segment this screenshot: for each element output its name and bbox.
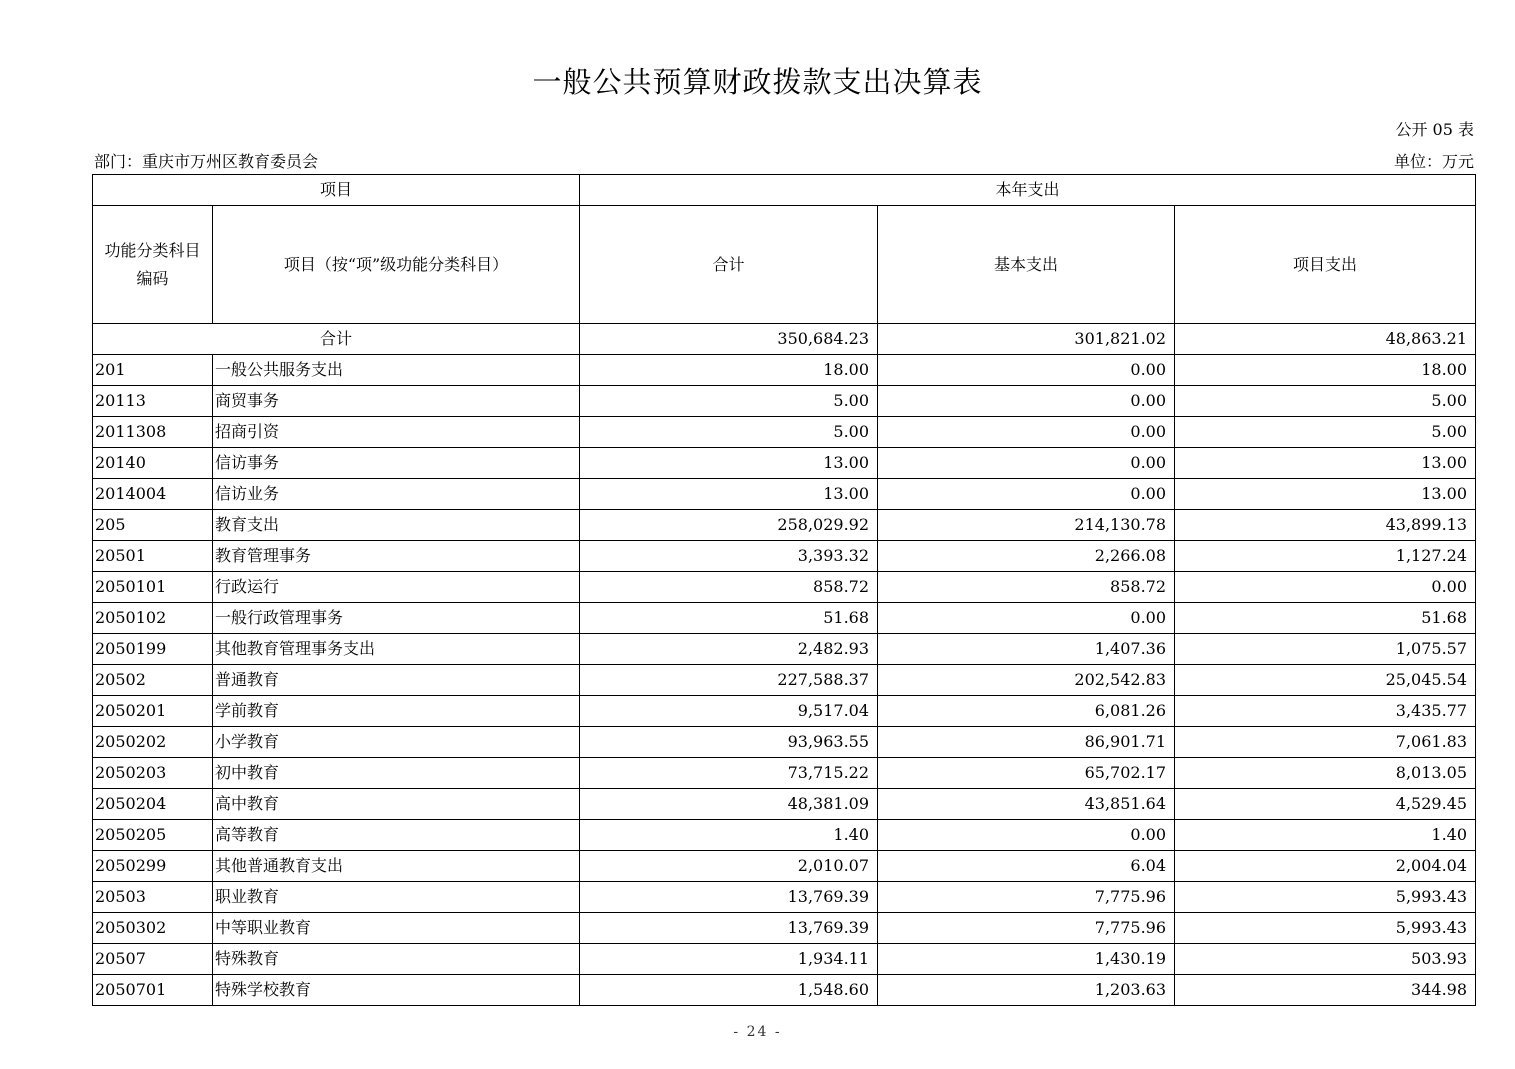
table-row bbox=[93, 696, 1476, 727]
page-number: - 24 - bbox=[733, 1024, 782, 1040]
row-total: 3,393.32 bbox=[580, 541, 878, 572]
row-project: 1,127.24 bbox=[1175, 541, 1476, 572]
row-name: 高中教育 bbox=[213, 789, 580, 820]
row-total: 93,963.55 bbox=[580, 727, 878, 758]
row-code: 2050203 bbox=[93, 758, 213, 789]
row-code: 20113 bbox=[93, 386, 213, 417]
row-name: 教育管理事务 bbox=[213, 541, 580, 572]
row-name: 中等职业教育 bbox=[213, 913, 580, 944]
header-project: 项目支出 bbox=[1175, 206, 1476, 324]
row-project: 2,004.04 bbox=[1175, 851, 1476, 882]
row-name: 特殊学校教育 bbox=[213, 975, 580, 1006]
row-total: 258,029.92 bbox=[580, 510, 878, 541]
row-total: 2,010.07 bbox=[580, 851, 878, 882]
row-total: 227,588.37 bbox=[580, 665, 878, 696]
row-total: 5.00 bbox=[580, 386, 878, 417]
row-total: 13.00 bbox=[580, 479, 878, 510]
table-row bbox=[93, 355, 1476, 386]
row-code: 20502 bbox=[93, 665, 213, 696]
table-row bbox=[93, 727, 1476, 758]
row-code: 2011308 bbox=[93, 417, 213, 448]
row-project: 51.68 bbox=[1175, 603, 1476, 634]
row-basic: 86,901.71 bbox=[878, 727, 1175, 758]
row-code: 201 bbox=[93, 355, 213, 386]
header-item: 项目 bbox=[93, 175, 580, 206]
row-name: 普通教育 bbox=[213, 665, 580, 696]
row-code: 2050299 bbox=[93, 851, 213, 882]
total-label: 合计 bbox=[93, 324, 580, 355]
row-project: 1.40 bbox=[1175, 820, 1476, 851]
table-row bbox=[93, 758, 1476, 789]
header-row-1 bbox=[93, 175, 1476, 206]
row-total: 18.00 bbox=[580, 355, 878, 386]
header-current-year: 本年支出 bbox=[580, 175, 1476, 206]
row-code: 2050701 bbox=[93, 975, 213, 1006]
row-project: 8,013.05 bbox=[1175, 758, 1476, 789]
row-code: 2050199 bbox=[93, 634, 213, 665]
row-basic: 7,775.96 bbox=[878, 913, 1175, 944]
row-name: 高等教育 bbox=[213, 820, 580, 851]
row-code: 2050201 bbox=[93, 696, 213, 727]
total-amount: 350,684.23 bbox=[580, 324, 878, 355]
row-name: 教育支出 bbox=[213, 510, 580, 541]
row-basic: 6,081.26 bbox=[878, 696, 1175, 727]
row-basic: 65,702.17 bbox=[878, 758, 1175, 789]
row-basic: 7,775.96 bbox=[878, 882, 1175, 913]
row-name: 商贸事务 bbox=[213, 386, 580, 417]
row-total: 9,517.04 bbox=[580, 696, 878, 727]
table-row bbox=[93, 541, 1476, 572]
table-row bbox=[93, 634, 1476, 665]
table-row bbox=[93, 975, 1476, 1006]
row-basic: 1,407.36 bbox=[878, 634, 1175, 665]
row-basic: 0.00 bbox=[878, 479, 1175, 510]
table-row bbox=[93, 665, 1476, 696]
table-row bbox=[93, 913, 1476, 944]
header-basic: 基本支出 bbox=[878, 206, 1175, 324]
row-name: 行政运行 bbox=[213, 572, 580, 603]
row-code: 2050204 bbox=[93, 789, 213, 820]
row-name: 职业教育 bbox=[213, 882, 580, 913]
row-name: 其他普通教育支出 bbox=[213, 851, 580, 882]
row-basic: 1,430.19 bbox=[878, 944, 1175, 975]
row-total: 1.40 bbox=[580, 820, 878, 851]
total-project: 48,863.21 bbox=[1175, 324, 1476, 355]
row-basic: 0.00 bbox=[878, 448, 1175, 479]
row-code: 20503 bbox=[93, 882, 213, 913]
row-basic: 1,203.63 bbox=[878, 975, 1175, 1006]
row-total: 858.72 bbox=[580, 572, 878, 603]
row-name: 学前教育 bbox=[213, 696, 580, 727]
row-basic: 6.04 bbox=[878, 851, 1175, 882]
row-code: 2014004 bbox=[93, 479, 213, 510]
row-total: 48,381.09 bbox=[580, 789, 878, 820]
form-number: 公开 05 表 bbox=[1395, 120, 1474, 139]
row-code: 20140 bbox=[93, 448, 213, 479]
row-name: 小学教育 bbox=[213, 727, 580, 758]
row-code: 2050102 bbox=[93, 603, 213, 634]
row-total: 1,934.11 bbox=[580, 944, 878, 975]
row-total: 51.68 bbox=[580, 603, 878, 634]
row-project: 5.00 bbox=[1175, 417, 1476, 448]
row-project: 25,045.54 bbox=[1175, 665, 1476, 696]
table-row bbox=[93, 851, 1476, 882]
page-title: 一般公共预算财政拨款支出决算表 bbox=[532, 65, 983, 99]
row-project: 0.00 bbox=[1175, 572, 1476, 603]
row-project: 13.00 bbox=[1175, 448, 1476, 479]
table-row bbox=[93, 603, 1476, 634]
total-basic: 301,821.02 bbox=[878, 324, 1175, 355]
row-basic: 0.00 bbox=[878, 603, 1175, 634]
row-code: 205 bbox=[93, 510, 213, 541]
row-basic: 214,130.78 bbox=[878, 510, 1175, 541]
row-name: 信访事务 bbox=[213, 448, 580, 479]
row-project: 43,899.13 bbox=[1175, 510, 1476, 541]
table-row bbox=[93, 448, 1476, 479]
row-total: 5.00 bbox=[580, 417, 878, 448]
row-project: 5,993.43 bbox=[1175, 882, 1476, 913]
header-row-2 bbox=[93, 206, 1476, 324]
department-label: 部门：重庆市万州区教育委员会 bbox=[94, 152, 319, 171]
table-row bbox=[93, 882, 1476, 913]
table-row bbox=[93, 417, 1476, 448]
row-project: 7,061.83 bbox=[1175, 727, 1476, 758]
row-total: 2,482.93 bbox=[580, 634, 878, 665]
row-project: 344.98 bbox=[1175, 975, 1476, 1006]
row-name: 一般行政管理事务 bbox=[213, 603, 580, 634]
row-total: 73,715.22 bbox=[580, 758, 878, 789]
row-total: 13,769.39 bbox=[580, 882, 878, 913]
table-row bbox=[93, 789, 1476, 820]
header-code: 功能分类科目编码 bbox=[93, 206, 213, 324]
table-row bbox=[93, 944, 1476, 975]
row-project: 503.93 bbox=[1175, 944, 1476, 975]
row-name: 招商引资 bbox=[213, 417, 580, 448]
row-code: 2050302 bbox=[93, 913, 213, 944]
row-basic: 0.00 bbox=[878, 355, 1175, 386]
row-code: 20501 bbox=[93, 541, 213, 572]
table-row bbox=[93, 386, 1476, 417]
row-project: 13.00 bbox=[1175, 479, 1476, 510]
expenditure-table bbox=[92, 174, 1476, 1006]
total-row bbox=[93, 324, 1476, 355]
row-basic: 2,266.08 bbox=[878, 541, 1175, 572]
row-name: 初中教育 bbox=[213, 758, 580, 789]
row-total: 1,548.60 bbox=[580, 975, 878, 1006]
row-basic: 0.00 bbox=[878, 386, 1175, 417]
row-project: 5.00 bbox=[1175, 386, 1476, 417]
row-basic: 202,542.83 bbox=[878, 665, 1175, 696]
row-name: 其他教育管理事务支出 bbox=[213, 634, 580, 665]
header-name: 项目（按“项”级功能分类科目） bbox=[213, 206, 580, 324]
row-code: 2050202 bbox=[93, 727, 213, 758]
header-total: 合计 bbox=[580, 206, 878, 324]
row-code: 2050101 bbox=[93, 572, 213, 603]
row-name: 信访业务 bbox=[213, 479, 580, 510]
row-basic: 43,851.64 bbox=[878, 789, 1175, 820]
unit-label: 单位：万元 bbox=[1393, 152, 1474, 171]
row-basic: 0.00 bbox=[878, 417, 1175, 448]
row-project: 1,075.57 bbox=[1175, 634, 1476, 665]
table-row bbox=[93, 510, 1476, 541]
row-basic: 0.00 bbox=[878, 820, 1175, 851]
row-code: 20507 bbox=[93, 944, 213, 975]
table-row bbox=[93, 479, 1476, 510]
table-row bbox=[93, 572, 1476, 603]
row-total: 13.00 bbox=[580, 448, 878, 479]
table-row bbox=[93, 820, 1476, 851]
row-project: 18.00 bbox=[1175, 355, 1476, 386]
row-name: 一般公共服务支出 bbox=[213, 355, 580, 386]
row-name: 特殊教育 bbox=[213, 944, 580, 975]
row-project: 5,993.43 bbox=[1175, 913, 1476, 944]
row-basic: 858.72 bbox=[878, 572, 1175, 603]
row-project: 4,529.45 bbox=[1175, 789, 1476, 820]
row-project: 3,435.77 bbox=[1175, 696, 1476, 727]
row-code: 2050205 bbox=[93, 820, 213, 851]
row-total: 13,769.39 bbox=[580, 913, 878, 944]
